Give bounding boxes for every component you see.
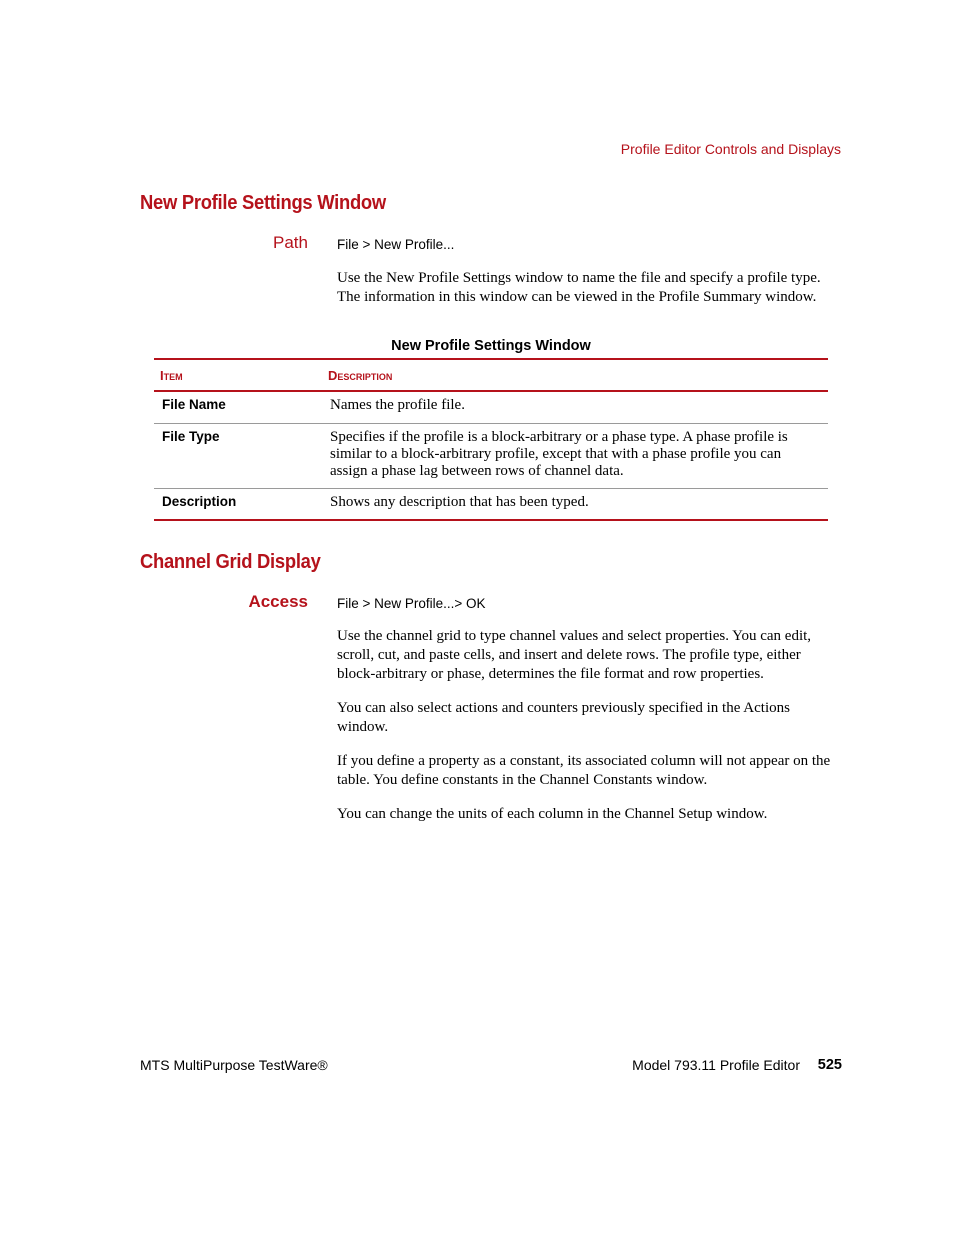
row-item-label: Description xyxy=(162,494,237,509)
page-number: 525 xyxy=(817,1057,842,1073)
row-item-label: File Name xyxy=(162,397,226,412)
column-header-item: Item xyxy=(160,367,183,383)
section-heading-new-profile-settings: New Profile Settings Window xyxy=(140,192,386,214)
footer-manual-title: Model 793.11 Profile Editor xyxy=(632,1057,800,1073)
body-paragraph: You can change the units of each column in the Channel Setup window. xyxy=(337,806,768,822)
footer-product-name: MTS MultiPurpose TestWare® xyxy=(140,1057,328,1073)
access-value: File > New Profile...> OK xyxy=(337,596,486,611)
intro-paragraph: Use the New Profile Settings window to name the file and specify a profile type. The information in this window can be viewed in the Profile Summary window. xyxy=(337,270,821,305)
table-row xyxy=(154,424,828,489)
table-header-row xyxy=(154,360,828,392)
row-description: Shows any description that has been typed. xyxy=(330,494,589,510)
column-header-description: Description xyxy=(328,367,393,383)
table-row xyxy=(154,392,828,424)
table-title: New Profile Settings Window xyxy=(391,338,591,354)
path-value: File > New Profile... xyxy=(337,237,455,252)
body-paragraph: You can also select actions and counters previously specified in the Actions window. xyxy=(337,700,790,735)
body-paragraph: If you define a property as a constant, its associated column will not appear on the table. You define constants in the Channel Constants window. xyxy=(337,753,831,788)
row-description: Specifies if the profile is a block-arbitrary or a phase type. A phase profile is similar to a block-arbitrary profile, except that with a phase profile you can assign a phase lag between rows of channel data. xyxy=(330,429,788,479)
row-description: Names the profile file. xyxy=(330,397,465,413)
table-row xyxy=(154,489,828,519)
body-paragraph: Use the channel grid to type channel values and select properties. You can edit, scroll, cut, and paste cells, and insert and delete rows. The profile type, either block-arbitrary or phase, determines the file format and row properties. xyxy=(337,628,812,682)
section-heading-channel-grid-display: Channel Grid Display xyxy=(140,551,321,573)
settings-table xyxy=(154,358,828,521)
path-label: Path xyxy=(273,233,308,252)
running-header: Profile Editor Controls and Displays xyxy=(620,141,841,157)
row-item-label: File Type xyxy=(162,429,220,444)
access-label: Access xyxy=(248,592,308,611)
